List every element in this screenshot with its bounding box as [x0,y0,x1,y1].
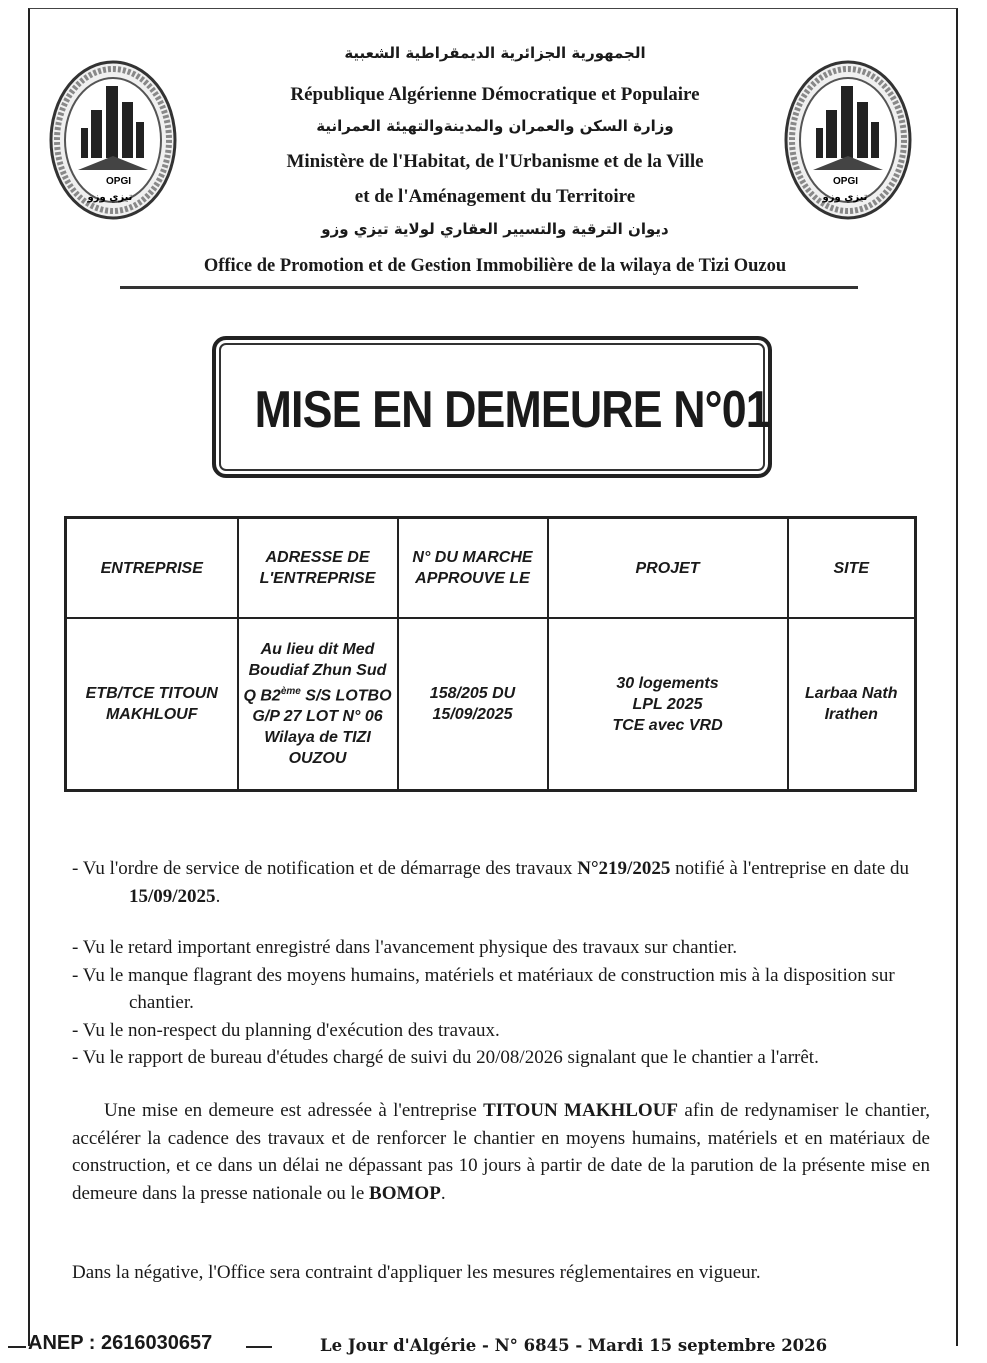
footer [28,1332,958,1362]
list-item: - Vu le non-respect du planning d'exécution des travaux. [72,1019,500,1041]
list-item: - Vu l'ordre de service de notification et de démarrage des travaux N°219/2025 notifié à l'entreprise en date du 15/09/2025. [72,858,910,907]
footer-rule-right [246,1346,272,1348]
cell-marche: 158/205 DU 15/09/2025 [398,618,548,791]
header-projet: PROJET [548,518,788,619]
list-item: - Vu le manque flagrant des moyens humains, matériels et matériaux de construction mis à la disposition sur chantier. [72,964,895,1013]
page-title: MISE EN DEMEURE N°01 [254,381,770,439]
header-marche: N° DU MARCHE APPROUVE LE [398,518,548,619]
header-arabic-office: ديوان الترقية والتسيير العقاري لولاية تيزي وزو [321,220,669,238]
considerations-list [72,855,930,1072]
list-item: - Vu le rapport de bureau d'études chargé de suivi du 20/08/2026 signalant que le chantier a l'arrêt. [72,1047,819,1068]
header-site: SITE [788,518,916,619]
header-arabic-republic: الجمهورية الجزائرية الديمقراطية الشعبية [344,44,646,62]
header-republic: République Algérienne Démocratique et Populaire [290,84,700,105]
info-table [64,516,917,792]
table-row [66,618,916,791]
header-arabic-ministry: وزارة السكن والعمران والمدينةوالتهيئة العمرانية [316,117,674,135]
header-office: Office de Promotion et de Gestion Immobilière de la wilaya de Tizi Ouzou [203,256,787,276]
header-entreprise: ENTREPRISE [66,518,238,619]
cell-projet: 30 logements LPL 2025 TCE avec VRD [548,618,788,791]
header-adresse: ADRESSE DE L'ENTREPRISE [238,518,398,619]
svg-text:تيزي وزو: تيزي وزو [87,192,133,203]
svg-text:تيزي وزو: تيزي وزو [822,192,868,203]
table-header-row [66,518,916,619]
title-box [212,336,772,478]
header-ministry-line2: et de l'Aménagement du Territoire [354,186,636,207]
cell-site: Larbaa Nath Irathen [788,618,916,791]
svg-text:OPGI: OPGI [106,176,132,187]
cell-entreprise: ETB/TCE TITOUN MAKHLOUF [66,618,238,791]
notice-paragraph: Une mise en demeure est adressée à l'entreprise TITOUN MAKHLOUF afin de redynamiser le chantier, accélérer la cadence des travaux et de renforcer le chantier en moyens humains, matériels et en matériaux de construction, et ce dans un délai ne dépassant pas 10 jours à partir de date de la parution de la présente mise en demeure dans la presse nationale ou le BOMOP. [72,1100,931,1204]
header-ministry-line1: Ministère de l'Habitat, de l'Urbanisme et de la Ville [286,151,704,172]
cell-adresse: Au lieu dit Med Boudiaf Zhun Sud Q B2ème S/S LOTBO G/P 27 LOT N° 06 Wilaya de TIZI OUZOU [238,618,398,791]
svg-text:OPGI: OPGI [833,176,859,187]
list-item: - Vu le retard important enregistré dans l'avancement physique des travaux sur chantier. [72,937,738,958]
anep-reference: ANEP : 2616030657 [28,1332,213,1354]
footer-rule-left [8,1346,26,1348]
header-rule [120,286,858,289]
consequence-paragraph: Dans la négative, l'Office sera contraint d'appliquer les mesures réglementaires en vigueur. [72,1262,761,1283]
publication-source: Le Jour d'Algérie - N° 6845 - Mardi 15 septembre 2026 [320,1336,828,1355]
